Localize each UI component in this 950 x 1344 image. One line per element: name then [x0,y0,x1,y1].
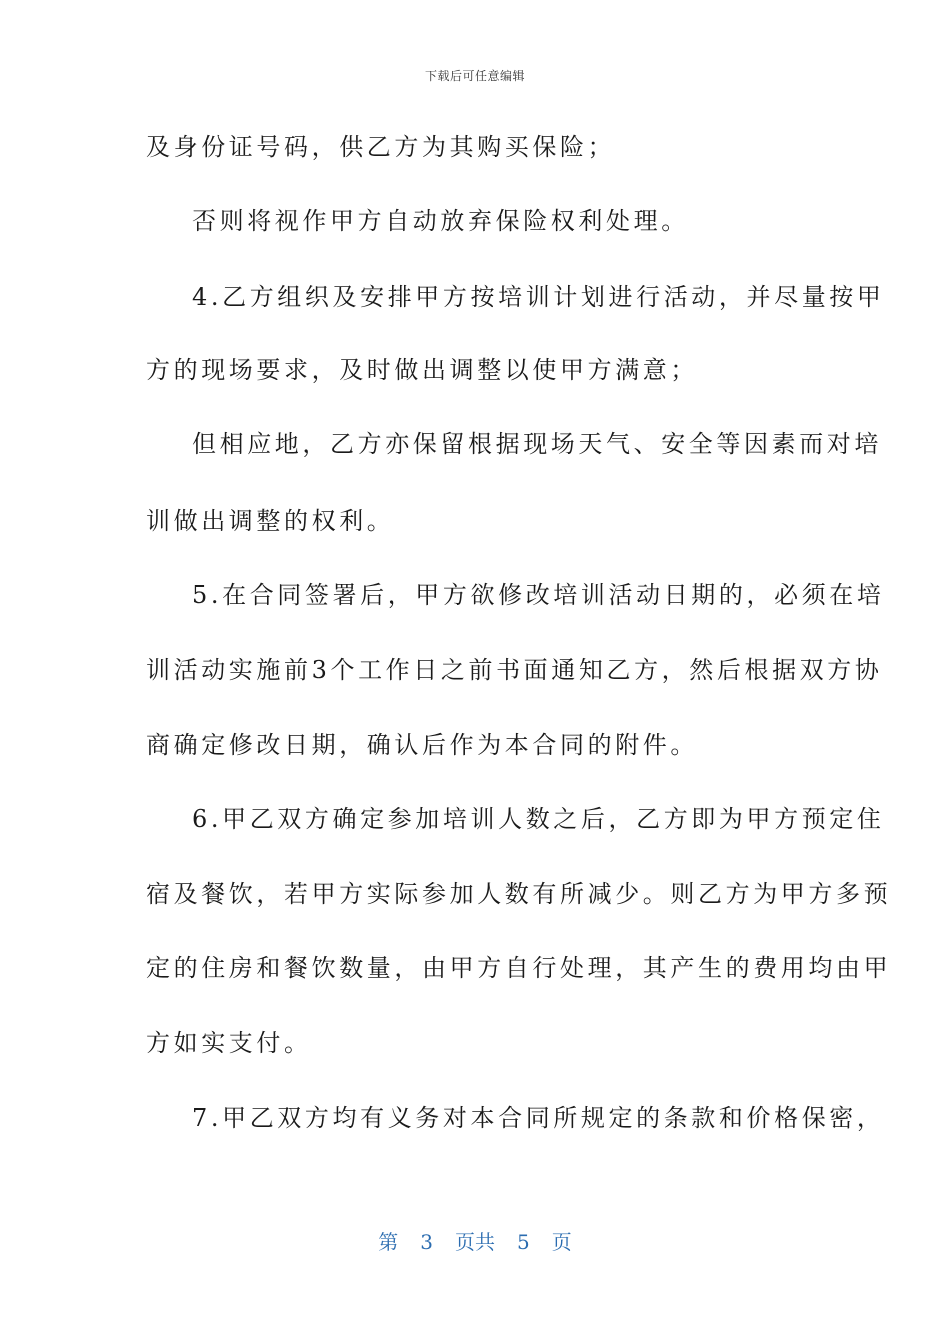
body-line-8: 训活动实施前3个工作日之前书面通知乙方，然后根据双方协 [146,656,883,684]
body-line-9: 商确定修改日期，确认后作为本合同的附件。 [146,731,698,759]
body-line-14: 7.甲乙双方均有义务对本合同所规定的条款和价格保密， [192,1104,885,1132]
body-line-6: 训做出调整的权利。 [146,507,395,535]
footer-current-page: 3 [420,1230,433,1254]
body-line-13: 方如实支付。 [146,1029,312,1057]
header-note: 下载后可任意编辑 [424,69,525,83]
body-line-2: 否则将视作甲方自动放弃保险权利处理。 [192,207,689,235]
body-line-7: 5.在合同签署后，甲方欲修改培训活动日期的，必须在培 [192,581,885,609]
body-line-1: 及身份证号码，供乙方为其购买保险； [146,133,616,161]
body-line-5: 但相应地，乙方亦保留根据现场天气、安全等因素而对培 [192,430,882,458]
footer-prefix: 第 [378,1230,399,1254]
body-line-3: 4.乙方组织及安排甲方按培训计划进行活动，并尽量按甲 [192,283,885,311]
body-line-12: 定的住房和餐饮数量，由甲方自行处理，其产生的费用均由甲 [146,954,892,982]
body-line-4: 方的现场要求，及时做出调整以使甲方满意； [146,356,698,384]
page-number-footer [0,1226,950,1255]
footer-total-pages: 5 [517,1230,530,1254]
footer-suffix: 页 [551,1230,572,1254]
body-line-10: 6.甲乙双方确定参加培训人数之后，乙方即为甲方预定住 [192,805,885,833]
footer-mid: 页共 [455,1230,495,1254]
body-line-11: 宿及餐饮，若甲方实际参加人数有所减少。则乙方为甲方多预 [146,880,892,908]
